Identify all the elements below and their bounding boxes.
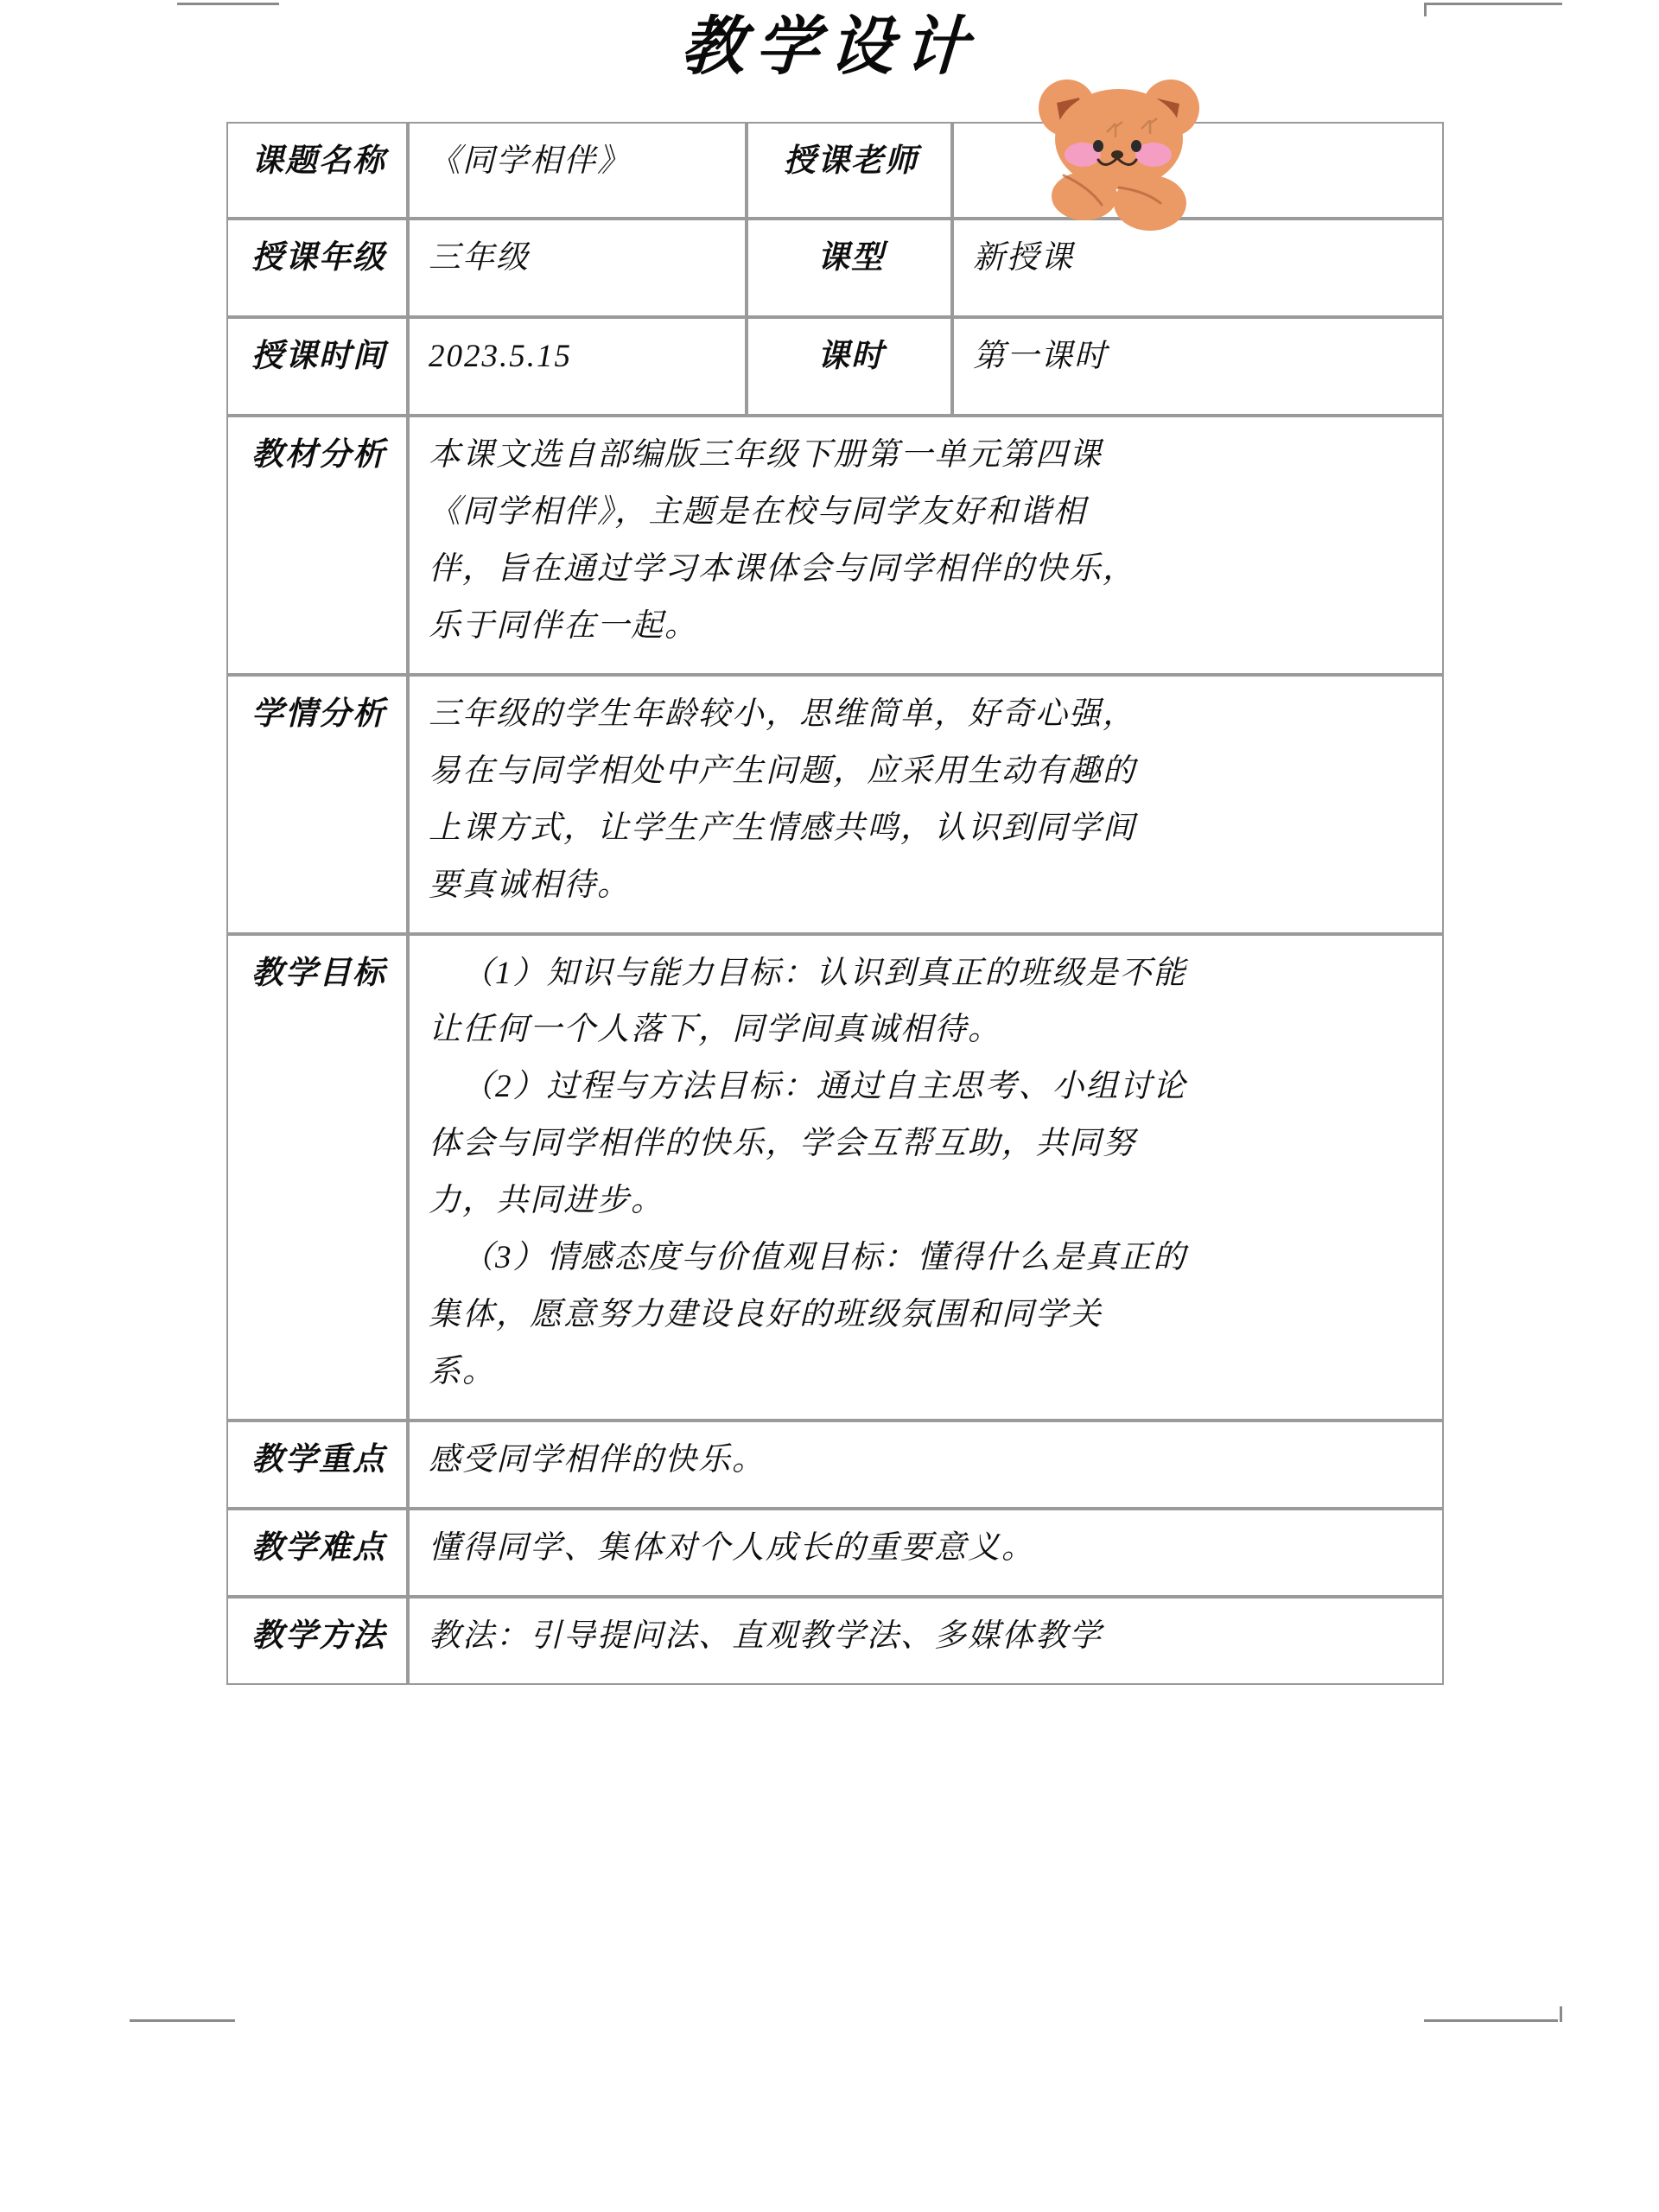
section-body-line: （3）情感态度与价值观目标：懂得什么是真正的 — [461, 1240, 1187, 1276]
section-label-student-analysis: 学情分析 — [226, 675, 408, 934]
crop-mark-top-left — [177, 3, 279, 5]
table-row — [226, 219, 1444, 317]
row-value-teacher — [952, 122, 1444, 219]
row-label-teacher: 授课老师 — [747, 122, 952, 219]
page-title: 教学设计 — [678, 12, 981, 83]
crop-mark-bottom-left — [130, 2019, 235, 2022]
row-value-lesson-type: 新授课 — [952, 219, 1444, 317]
section-body-methods — [408, 1597, 1444, 1685]
section-body-line: 感受同学相伴的快乐。 — [429, 1442, 766, 1478]
row-label-course-name: 课题名称 — [226, 122, 408, 219]
table-row-student-analysis — [226, 675, 1444, 934]
section-body-line: 《同学相伴》，主题是在校与同学友好和谐相 — [429, 493, 1087, 530]
section-body-line: （2）过程与方法目标：通过自主思考、小组讨论 — [461, 1069, 1187, 1105]
section-label-key-point: 教学重点 — [226, 1421, 408, 1509]
section-body-line: （1）知识与能力目标：认识到真正的班级是不能 — [461, 955, 1187, 991]
section-label-methods: 教学方法 — [226, 1597, 408, 1685]
section-label-material-analysis: 教材分析 — [226, 416, 408, 675]
section-body-line: 系。 — [429, 1354, 496, 1390]
section-body-line: 要真诚相待。 — [429, 867, 631, 903]
section-body-student-analysis — [408, 675, 1444, 934]
row-label-grade: 授课年级 — [226, 219, 408, 317]
section-body-objectives — [408, 934, 1444, 1421]
section-body-line: 伴，旨在通过学习本课体会与同学相伴的快乐， — [429, 550, 1136, 587]
section-body-line: 集体，愿意努力建设良好的班级氛围和同学关 — [429, 1297, 1103, 1333]
row-value-grade: 三年级 — [408, 219, 747, 317]
table-row — [226, 122, 1444, 219]
section-body-key-point — [408, 1421, 1444, 1509]
table-row-difficult-point — [226, 1509, 1444, 1597]
row-label-period: 课时 — [747, 317, 952, 416]
section-body-material-analysis — [408, 416, 1444, 675]
table-row-key-point — [226, 1421, 1444, 1509]
table-row-objectives — [226, 934, 1444, 1421]
section-body-line: 力，共同进步。 — [429, 1183, 664, 1219]
crop-mark-bottom-right-vertical — [1560, 2006, 1562, 2022]
row-label-date: 授课时间 — [226, 317, 408, 416]
section-label-difficult-point: 教学难点 — [226, 1509, 408, 1597]
section-body-line: 懂得同学、集体对个人成长的重要意义。 — [429, 1529, 1035, 1566]
table-row — [226, 317, 1444, 416]
section-body-difficult-point — [408, 1509, 1444, 1597]
section-body-line: 本课文选自部编版三年级下册第一单元第四课 — [429, 437, 1103, 473]
crop-mark-bottom-right — [1424, 2019, 1558, 2022]
table-row-methods — [226, 1597, 1444, 1685]
section-body-line: 教法：引导提问法、直观教学法、多媒体教学 — [429, 1618, 1103, 1654]
row-value-date: 2023.5.15 — [408, 317, 747, 416]
section-body-line: 乐于同伴在一起。 — [429, 607, 698, 644]
table-row-material-analysis — [226, 416, 1444, 675]
section-body-line: 三年级的学生年龄较小，思维简单，好奇心强， — [429, 696, 1136, 732]
lesson-plan-table — [226, 122, 1444, 1685]
row-value-period: 第一课时 — [952, 317, 1444, 416]
crop-mark-top-right — [1424, 3, 1562, 5]
section-body-line: 上课方式，让学生产生情感共鸣，认识到同学间 — [429, 810, 1136, 846]
section-body-line: 易在与同学相处中产生问题，应采用生动有趣的 — [429, 753, 1136, 789]
row-label-lesson-type: 课型 — [747, 219, 952, 317]
section-label-objectives: 教学目标 — [226, 934, 408, 1421]
section-body-line: 体会与同学相伴的快乐，学会互帮互助，共同努 — [429, 1126, 1136, 1162]
row-value-course-name: 《同学相伴》 — [408, 122, 747, 219]
section-body-line: 让任何一个人落下，同学间真诚相待。 — [429, 1012, 1001, 1048]
